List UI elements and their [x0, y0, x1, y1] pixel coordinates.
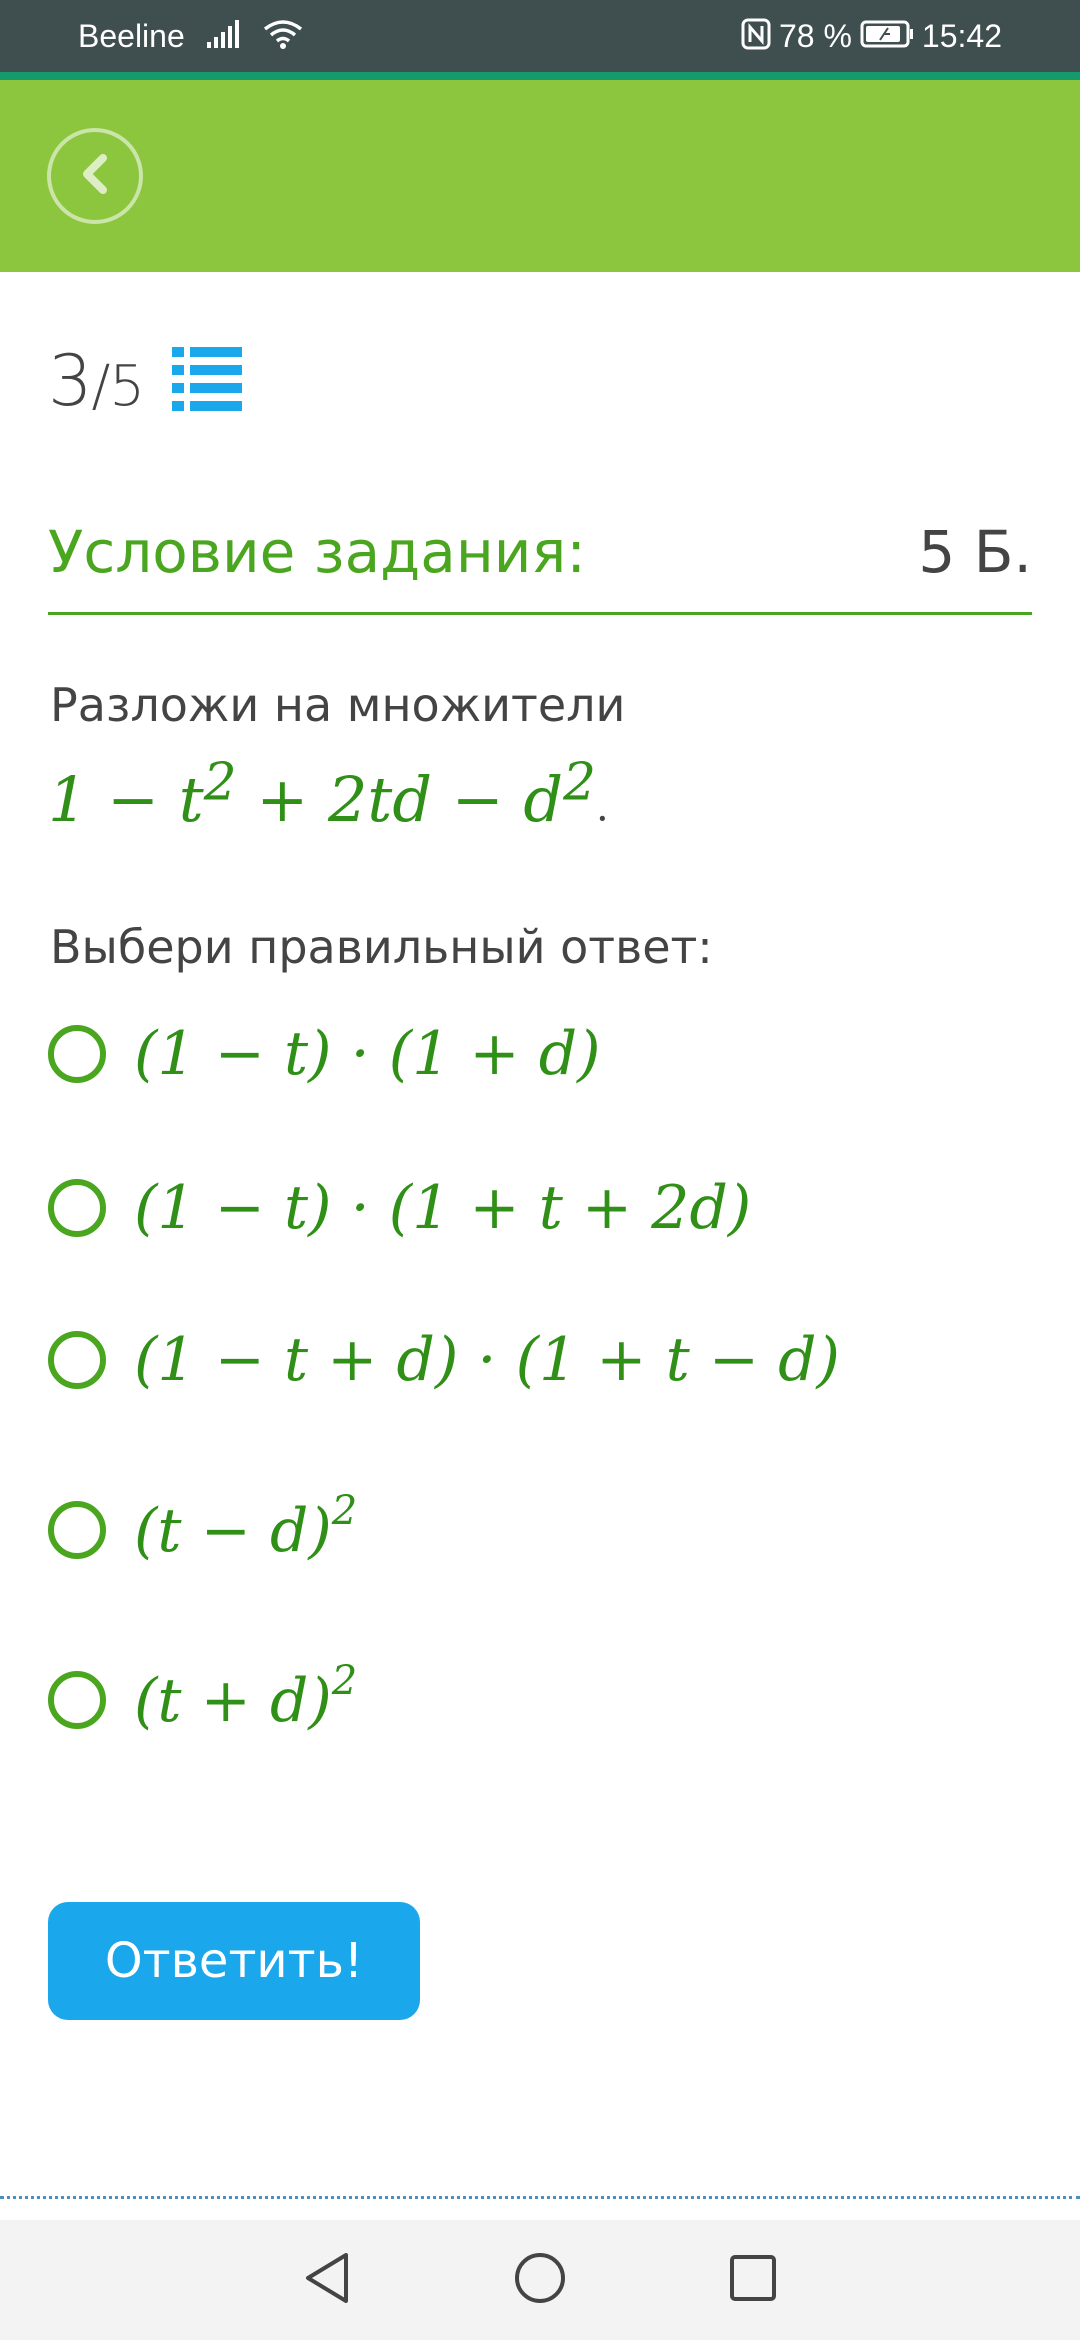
radio-button[interactable] — [48, 1671, 106, 1729]
answer-option[interactable] — [48, 1158, 751, 1258]
back-chevron-icon — [75, 152, 115, 201]
answer-option[interactable] — [48, 1004, 601, 1104]
answer-option[interactable] — [48, 1310, 840, 1410]
nav-recents-icon — [728, 2253, 778, 2308]
condition-points: 5 Б. — [918, 518, 1032, 586]
progress-total: 5 — [109, 354, 145, 419]
back-button[interactable] — [47, 128, 143, 224]
answer-option[interactable] — [48, 1480, 357, 1580]
task-instruction: Разложи на множители — [50, 678, 626, 732]
condition-header — [48, 510, 1032, 615]
nav-back-icon — [302, 2251, 352, 2310]
carrier-name: Beeline — [78, 17, 185, 54]
system-nav-bar — [0, 2220, 1080, 2340]
divider — [0, 2196, 1080, 2199]
app-header — [0, 80, 1080, 272]
task-expression-period: . — [595, 784, 609, 831]
progress-current: 3 — [48, 340, 92, 422]
status-left — [78, 0, 303, 72]
nav-home-icon — [513, 2251, 567, 2310]
task-expression-formula: $1 - t^2 + 2td - d^2$ — [48, 752, 596, 836]
accent-strip — [0, 72, 1080, 80]
status-right — [741, 0, 1002, 72]
answer-option-label: (1 − t) · (1 + d) — [134, 1019, 601, 1089]
battery-icon — [860, 20, 914, 53]
answer-option-label: (1 − t) · (1 + t + 2d) — [134, 1173, 752, 1243]
progress-counter — [48, 340, 144, 422]
nav-home-button[interactable] — [505, 2245, 575, 2315]
condition-title: Условие задания: — [48, 518, 586, 586]
answer-option-label: $(t + d)^2$ — [134, 1658, 358, 1736]
wifi-icon — [263, 19, 303, 54]
radio-button[interactable] — [48, 1179, 106, 1237]
submit-button[interactable]: Ответить! — [48, 1902, 420, 2020]
progress-separator: / — [91, 354, 110, 419]
nav-back-button[interactable] — [292, 2245, 362, 2315]
answer-option-label: $(t - d)^2$ — [134, 1488, 358, 1566]
nfc-icon — [741, 18, 771, 55]
radio-button[interactable] — [48, 1331, 106, 1389]
question-prompt: Выбери правильный ответ: — [50, 920, 713, 974]
battery-percent: 78 % — [778, 17, 852, 54]
answer-option-label: (1 − t + d) · (1 + t − d) — [134, 1325, 840, 1395]
nav-recents-button[interactable] — [718, 2245, 788, 2315]
clock: 15:42 — [921, 17, 1002, 54]
list-icon[interactable] — [172, 347, 242, 416]
task-expression — [48, 752, 609, 836]
radio-button[interactable] — [48, 1501, 106, 1559]
progress-indicator — [48, 340, 242, 422]
status-bar — [0, 0, 1080, 72]
signal-icon — [207, 20, 241, 53]
radio-button[interactable] — [48, 1025, 106, 1083]
answer-option[interactable] — [48, 1650, 357, 1750]
